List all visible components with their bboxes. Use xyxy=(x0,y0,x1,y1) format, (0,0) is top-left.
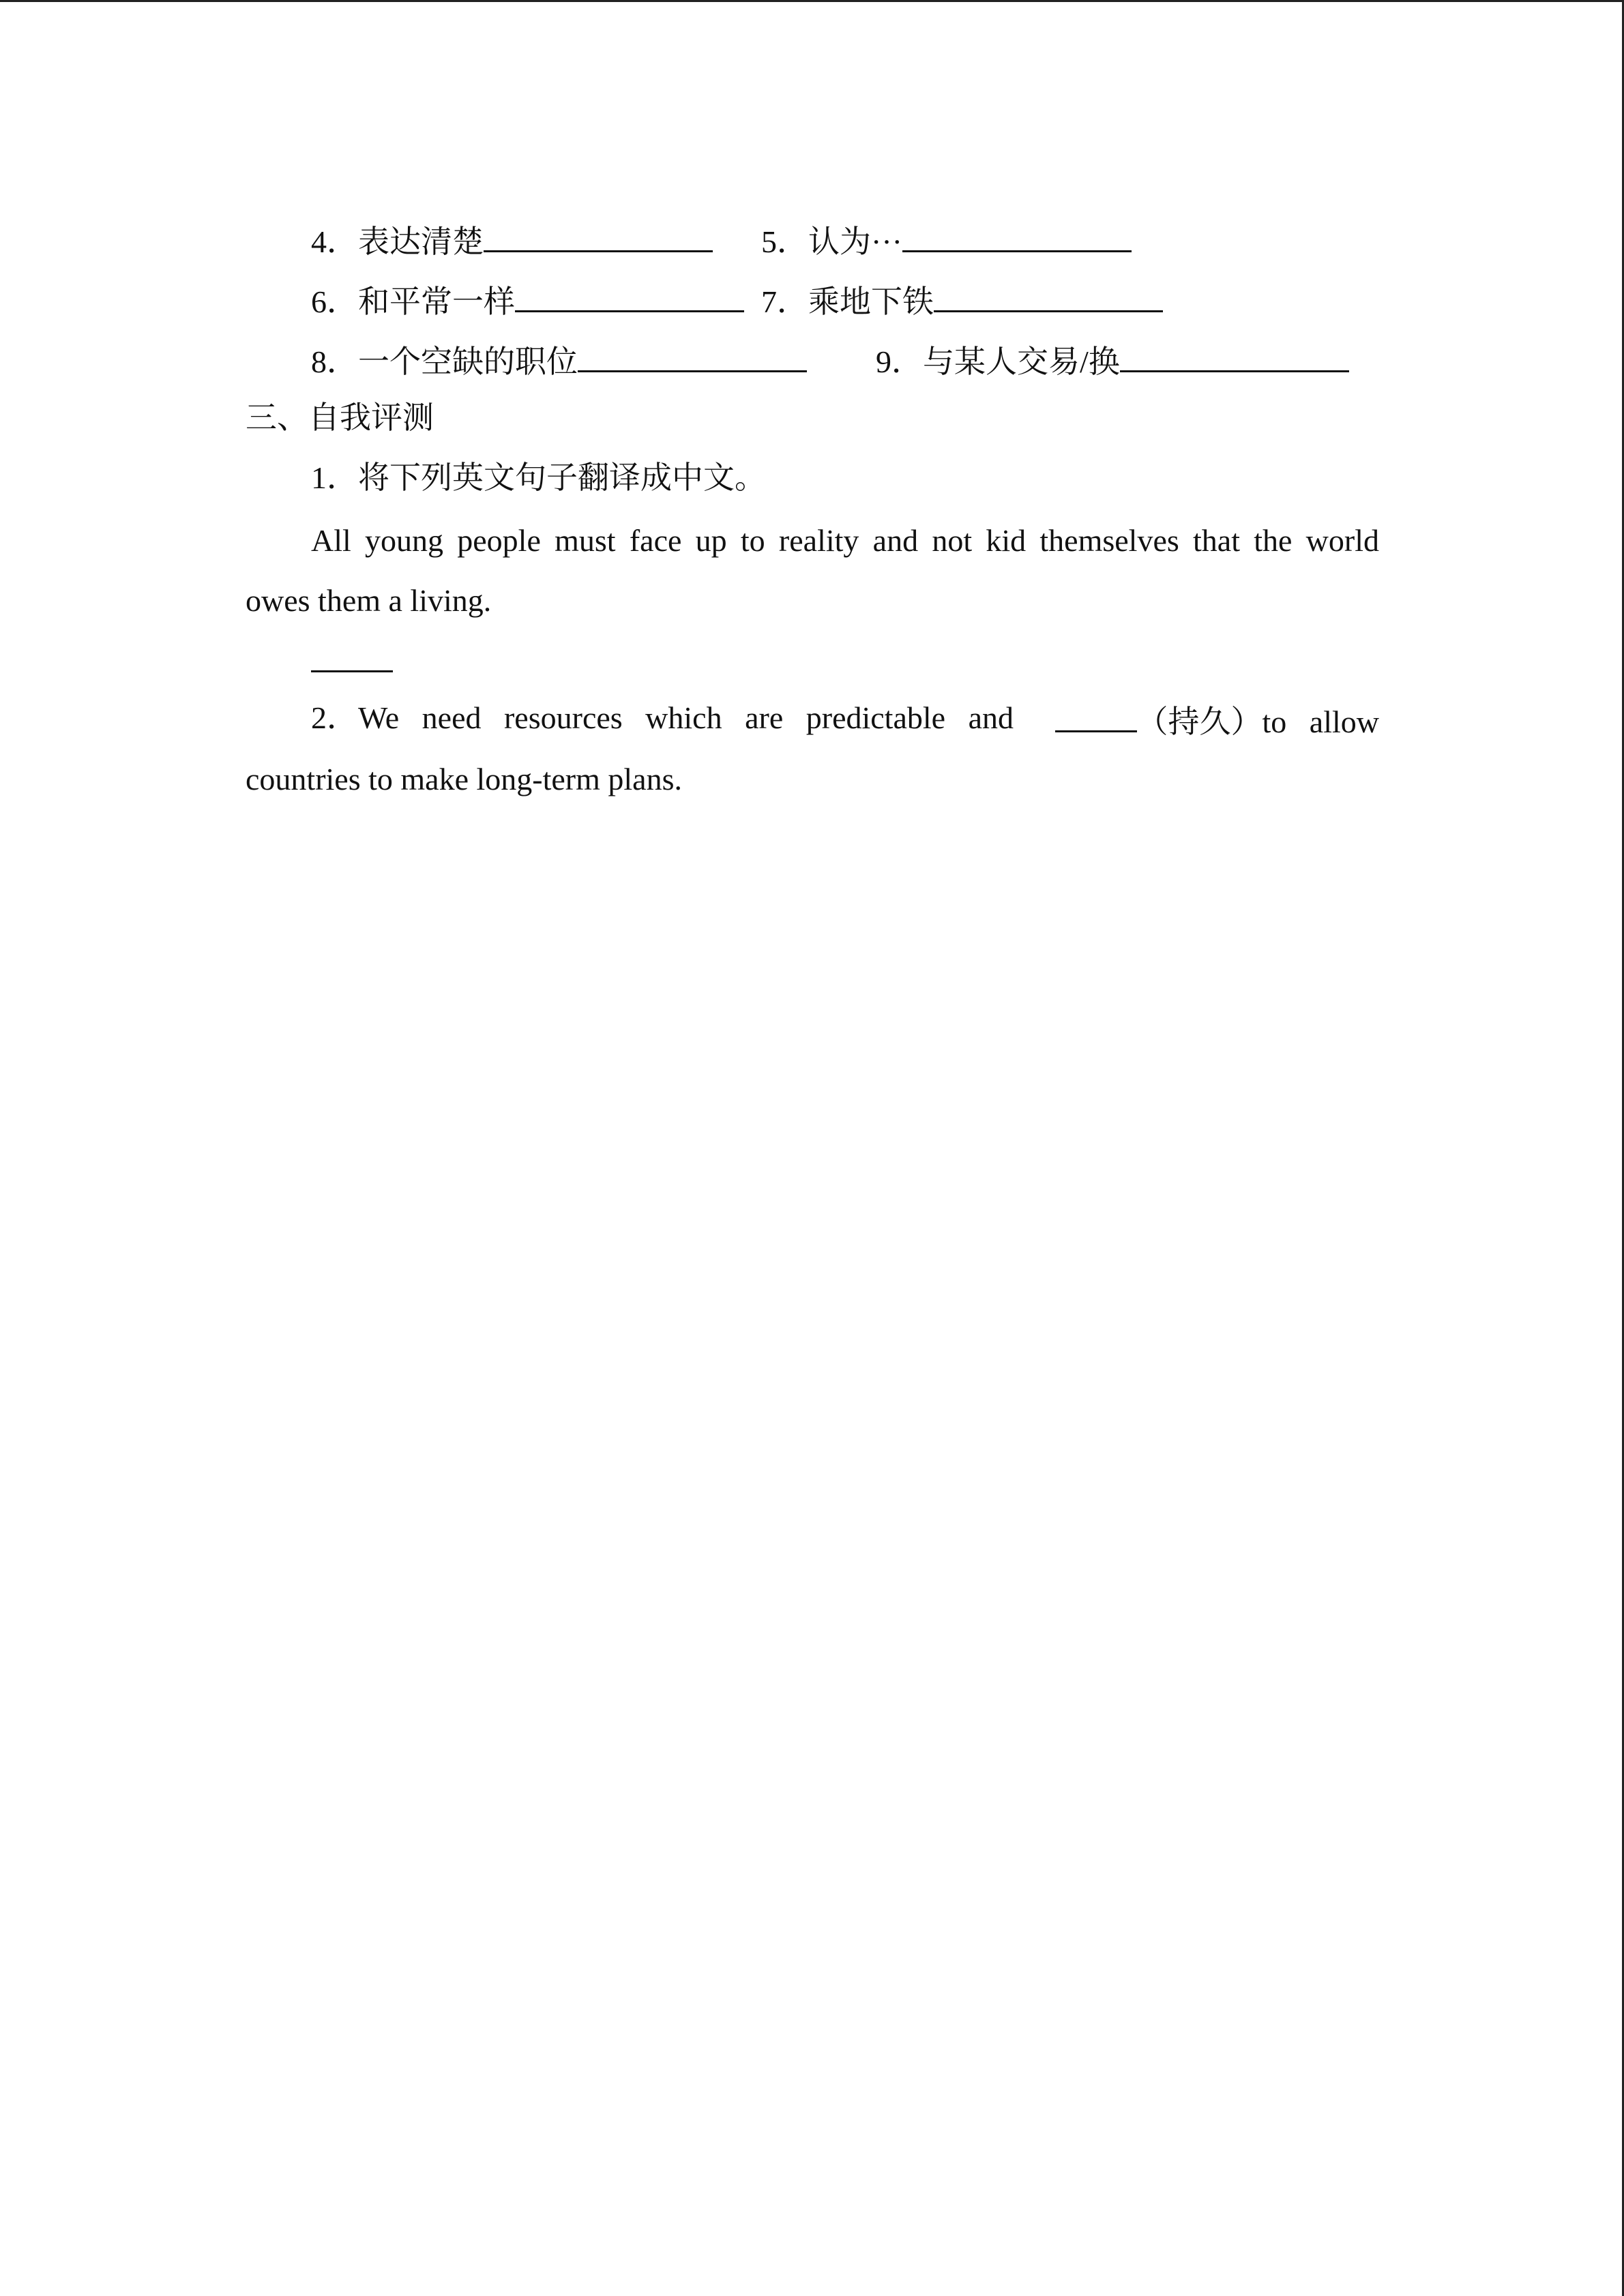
vocab-item-5 xyxy=(761,218,1132,263)
item-number: 5． xyxy=(761,224,808,259)
item-number: 4． xyxy=(311,224,358,259)
question-2-line1 xyxy=(311,698,1379,743)
answer-blank[interactable] xyxy=(1120,338,1349,372)
item-text: 和平常一样 xyxy=(358,284,515,319)
answer-blank[interactable] xyxy=(311,638,393,672)
question-1-prompt: 1．将下列英文句子翻译成中文。 xyxy=(311,460,766,495)
answer-blank[interactable] xyxy=(578,338,807,372)
answer-blank[interactable] xyxy=(934,278,1163,312)
question-2-fill xyxy=(1055,698,1379,743)
item-text: 认为··· xyxy=(808,224,902,259)
section-heading: 三、自我评测 xyxy=(246,400,434,435)
vocab-item-7 xyxy=(761,278,1163,323)
vocab-item-9 xyxy=(876,338,1349,383)
vocab-item-6 xyxy=(311,278,744,323)
item-number: 9． xyxy=(876,344,923,379)
answer-blank[interactable] xyxy=(1055,698,1137,732)
question-1-sentence-line2: owes them a living. xyxy=(246,583,492,618)
answer-blank[interactable] xyxy=(484,218,713,252)
item-number: 8． xyxy=(311,344,358,379)
question-1-answer xyxy=(311,638,393,683)
answer-blank[interactable] xyxy=(902,218,1132,252)
item-text: 与某人交易/换 xyxy=(923,344,1120,379)
question-1-sentence-line1: All young people must face up to reality and not kid themselves that the world xyxy=(311,523,1379,558)
vocab-item-8 xyxy=(311,338,807,383)
question-2-text: 2．We need resources which are predictable and xyxy=(311,700,1014,735)
question-2-hint: （持久）to allow xyxy=(1136,704,1379,739)
item-text: 表达清楚 xyxy=(358,224,484,259)
answer-blank[interactable] xyxy=(515,278,744,312)
item-text: 乘地下铁 xyxy=(808,284,934,319)
vocab-item-4 xyxy=(311,218,713,263)
question-2-line2: countries to make long-term plans. xyxy=(246,762,683,796)
item-text: 一个空缺的职位 xyxy=(358,344,578,379)
item-number: 7． xyxy=(761,284,808,319)
item-number: 6． xyxy=(311,284,358,319)
